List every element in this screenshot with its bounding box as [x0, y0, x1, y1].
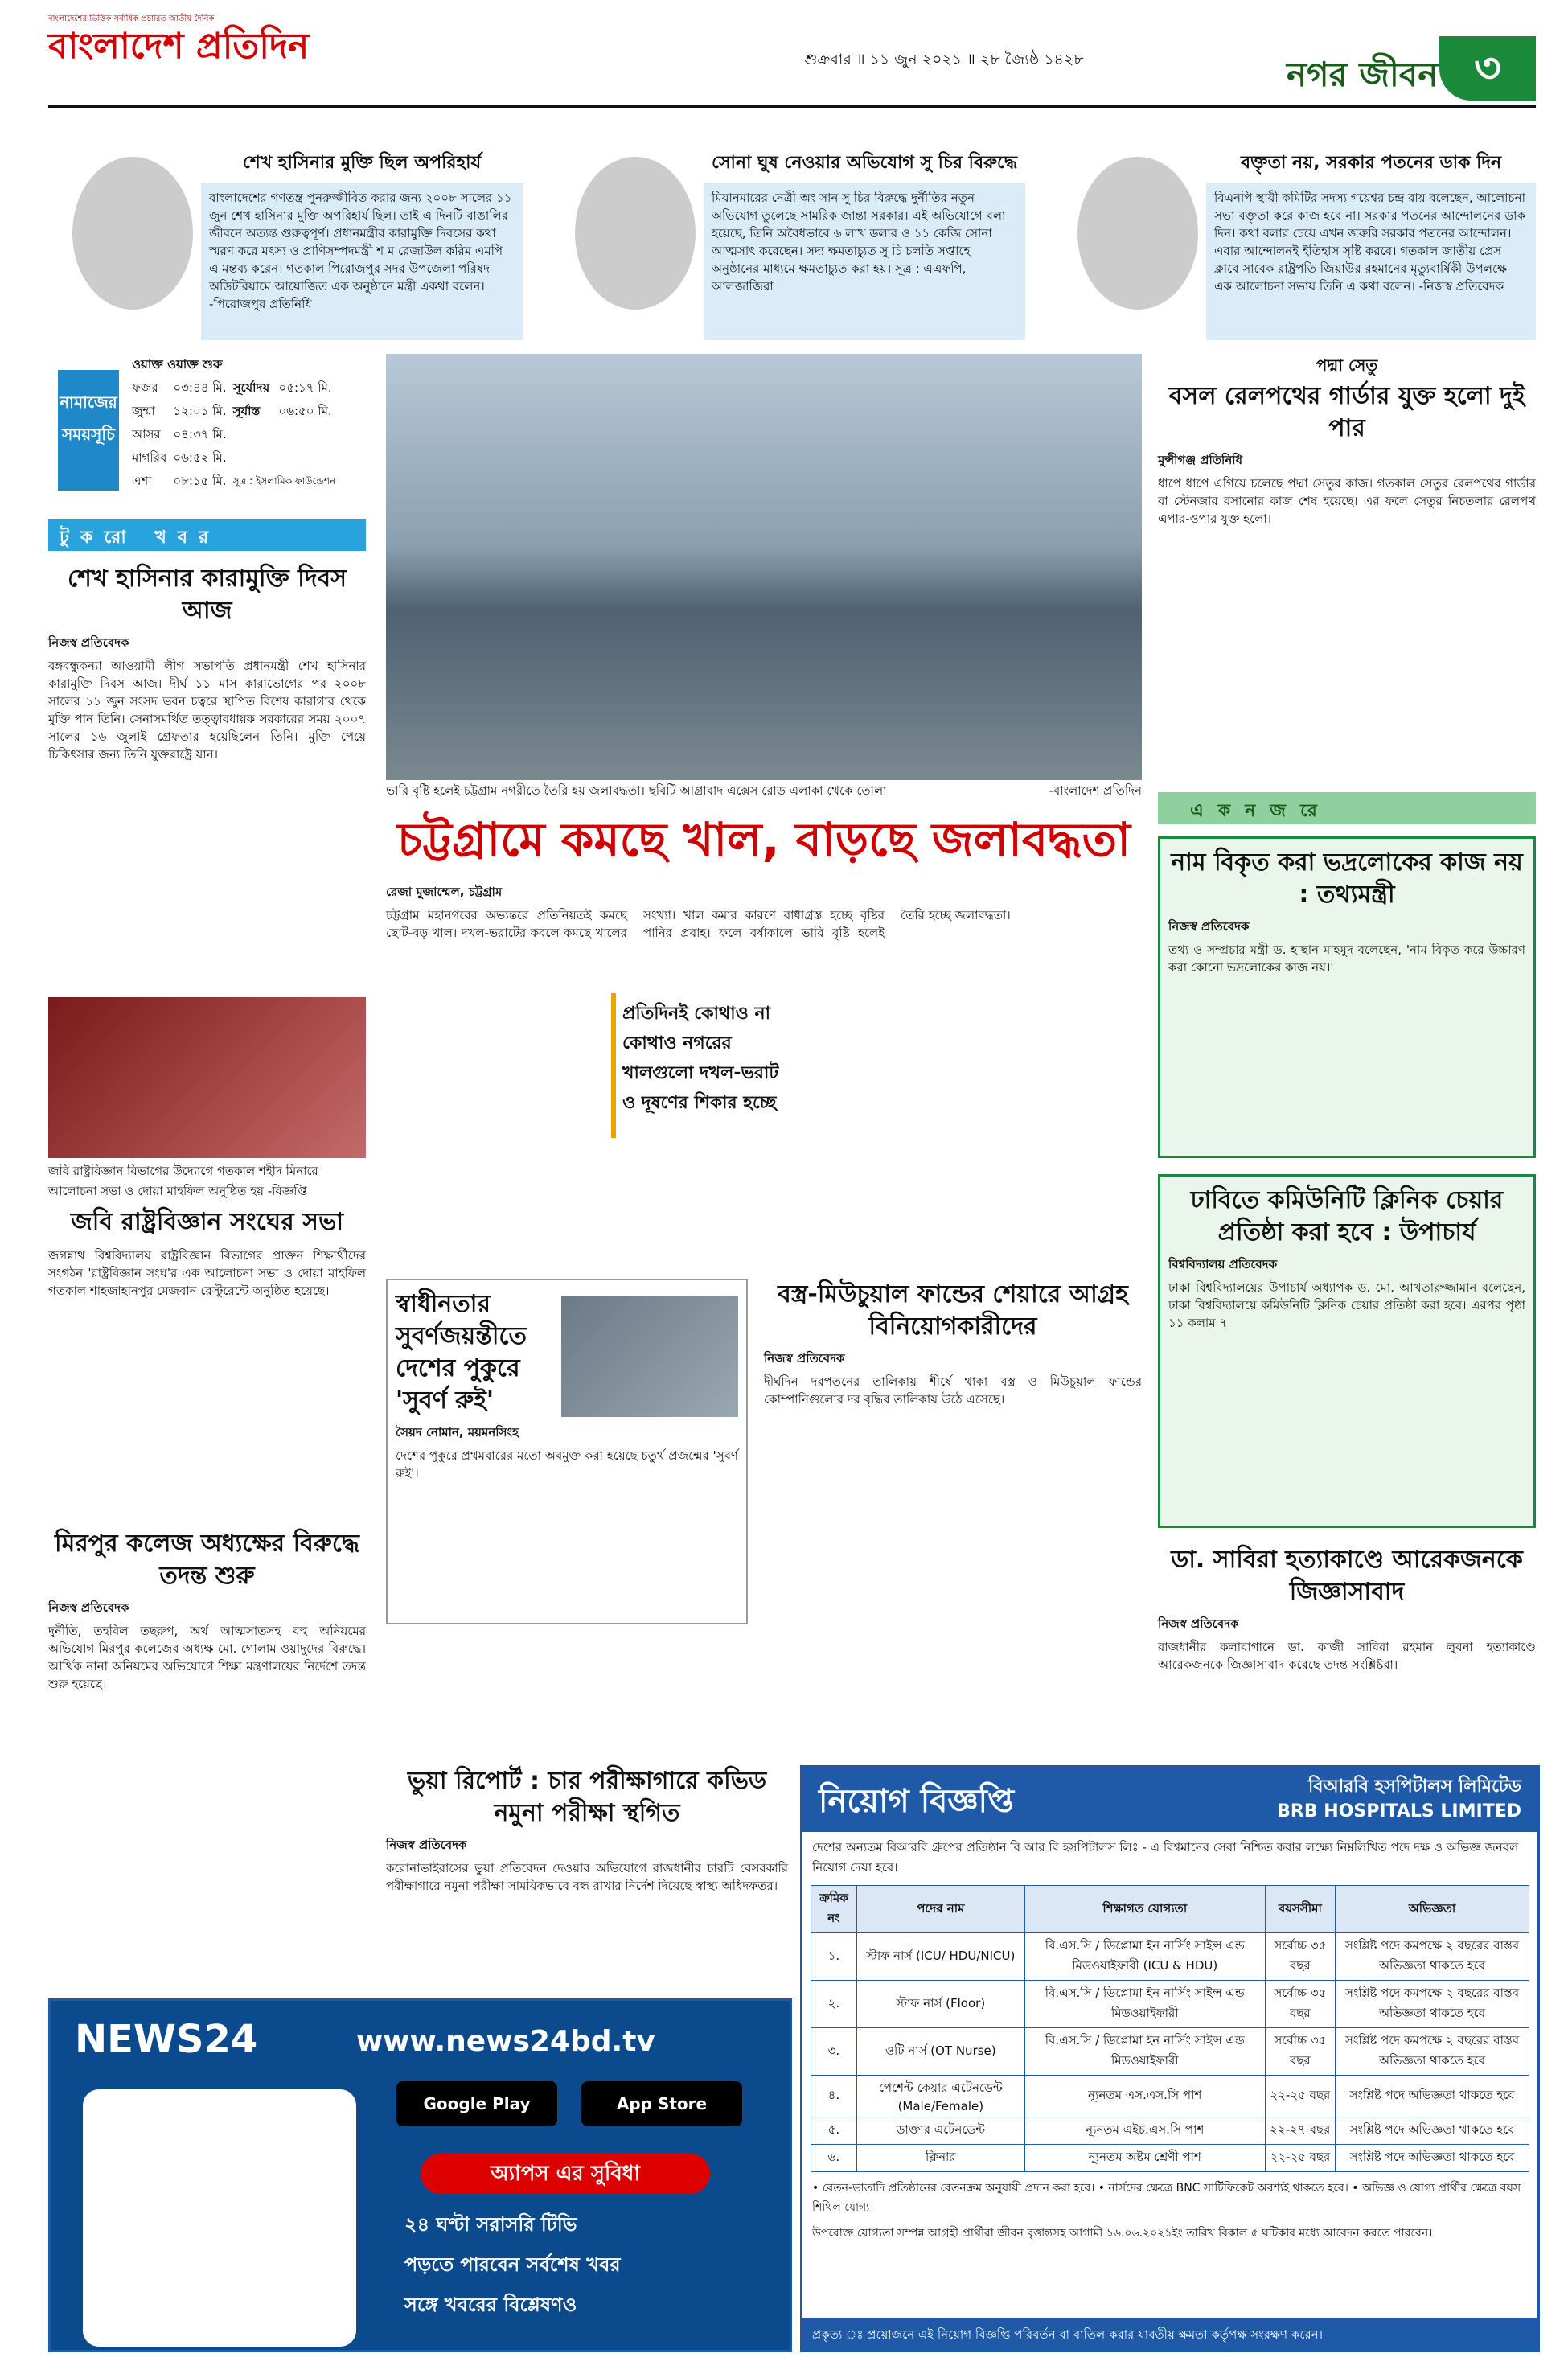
- prayer-schedule: [48, 354, 366, 507]
- masthead-logo[interactable]: [48, 14, 322, 95]
- table-row: ৫. ডাক্তার এটেনডেন্ট ন্যূনতম এইচ.এস.সি পাশ ২২-২৭ বছর সংশ্লিষ্ট পদে অভিজ্ঞতা থাকতে হবে: [811, 2117, 1529, 2145]
- story-name-distortion[interactable]: [1158, 836, 1536, 1158]
- benefit-2: পড়তে পারবেন সর্বশেষ খবর: [404, 2253, 621, 2276]
- benefit-3: সঙ্গে খবরের বিশ্লেষণও: [404, 2294, 577, 2316]
- news24-logo: NEWS24: [75, 2017, 258, 2062]
- brb-positions-table: [811, 1885, 1529, 2172]
- story-body: তথ্য ও সম্প্রচার মন্ত্রী ড. হাছান মাহমুদ বলেছেন, 'নাম বিকৃত করে উচ্চারণ করা কোনো ভদ্রলোকের কাজ নয়।': [1168, 943, 1525, 975]
- prayer-row: আসর ০৪:৩৭ মি.: [132, 427, 227, 442]
- bio-title: শেখ হাসিনার মুক্তি ছিল অপরিহার্য: [242, 153, 482, 173]
- story-kicker: পদ্মা সেতু: [1316, 355, 1378, 375]
- story-title: ঢাবিতে কমিউনিটি ক্লিনিক চেয়ার প্রতিষ্ঠা করা হবে : উপাচার্য: [1190, 1186, 1504, 1247]
- story-byline: নিজস্ব প্রতিবেদক: [386, 1838, 467, 1852]
- google-play-badge[interactable]: Google Play: [396, 2081, 557, 2126]
- brb-footer: প্রকৃত্য ঃ প্রয়োজনে এই নিয়োগ বিজ্ঞপ্তি পরিবর্তন বা বাতিল করার যাবতীয় ক্ষমতা কর্তৃপক্ষ সংরক্ষণ করেন।: [802, 2318, 1537, 2350]
- table-row: ৪. পেশেন্ট কেয়ার এটেনডেন্ট (Male/Female) ন্যূনতম এস.এস.সি পাশ ২২-২৫ বছর সংশ্লিষ্ট পদে অভিজ্ঞতা থাকতে হবে: [811, 2076, 1529, 2117]
- story-karamukti[interactable]: [48, 563, 366, 981]
- table-header: ক্রমিক নং পদের নাম শিক্ষাগত যোগ্যতা বয়সসীমা অভিজ্ঞতা: [811, 1886, 1529, 1933]
- portrait-photo: [72, 157, 193, 310]
- bio-title: বক্তৃতা নয়, সরকার পতনের ডাক দিন: [1240, 153, 1502, 173]
- bio-text: মিয়ানমারের নেত্রী অং সান সু চির বিরুদ্ধে দুর্নীতির নতুন অভিযোগ তুলেছে সামরিক জান্তা সরকার। এই অভিযোগে বলা হয়েছে, তিনি অবৈধভাবে ৬ লাখ ডলার ও ১১ কেজি সোনা আত্মসাৎ করেছেন। সদ্য ক্ষমতাচ্যুত সু চি চলতি সপ্তাহে অনুষ্ঠানের মাধ্যমে ক্ষমতাচ্যুত করা হয়। সূত্র : এএফপি, আলজাজিরা: [704, 183, 1025, 340]
- story-covid-labs[interactable]: [386, 1765, 788, 1990]
- table-row: ৬. ক্লিনার ন্যূনতম অষ্টম শ্রেণী পাশ ২২-২৫ বছর সংশ্লিষ্ট পদে অভিজ্ঞতা থাকতে হবে: [811, 2145, 1529, 2172]
- story-title: ভুয়া রিপোর্ট : চার পরীক্ষাগারে কভিড নমুনা পরীক্ষা স্থগিত: [407, 1767, 767, 1827]
- story-title: জবি রাষ্ট্রবিজ্ঞান সংঘের সভা: [70, 1208, 344, 1236]
- caption-text: ভারি বৃষ্টি হলেই চট্টগ্রাম নগরীতে তৈরি হয় জলাবদ্ধতা। ছবিটি আগ্রাবাদ এক্সেস রোড এলাকা থেকে তোলা: [386, 783, 887, 798]
- story-body: দেশের পুকুরে প্রথমবারের মতো অবমুক্ত করা হয়েছে চতুর্থ প্রজন্মের 'সুবর্ণ রুই'।: [396, 1448, 738, 1481]
- prayer-row: ফজর ০৩:৪৪ মি. সূর্যোদয় ০৫:১৭ মি.: [132, 380, 332, 395]
- issue-date: শুক্রবার ॥ ১১ জুন ২০২১ ॥ ২৮ জ্যৈষ্ঠ ১৪২৮: [804, 51, 1084, 68]
- story-byline: নিজস্ব প্রতিবেদক: [48, 1600, 129, 1615]
- story-title: শেখ হাসিনার কারামুক্তি দিবস আজ: [67, 565, 347, 625]
- portrait-photo: [1077, 157, 1198, 310]
- story-body: দুর্নীতি, তহবিল তছরুপ, অর্থ আত্মসাতসহ বহু অনিয়মের অভিযোগ মিরপুর কলেজের অধ্যক্ষ মো. গোলাম ওয়াদুদের বিরুদ্ধে। আর্থিক নানা অনিয়মের অভিযোগে শিক্ষা মন্ত্রণালয়ের নির্দেশে তদন্ত শুরু হয়েছে।: [48, 1624, 366, 1691]
- tukro-khobor-banner: টুকরো খবর: [48, 519, 366, 551]
- apps-benefits-title: অ্যাপস এর সুবিধা: [421, 2154, 710, 2194]
- event-photo: [48, 997, 366, 1158]
- story-byline: নিজস্ব প্রতিবেদক: [764, 1351, 845, 1366]
- table-row: ৩. ওটি নার্স (OT Nurse) বি.এস.সি / ডিপ্লোমা ইন নার্সিং সাইন্স এন্ড মিডওয়াইফারী সর্বোচ্চ ৩৫ বছর সংশ্লিষ্ট পদে কমপক্ষে ২ বছরের বাস্তব অভিজ্ঞতা থাকতে হবে: [811, 2028, 1529, 2076]
- brb-org-bn: বিআরবি হসপিটালস লিমিটেড: [1308, 1776, 1521, 1797]
- brb-apply: উপরোক্ত যোগ্যতা সম্পন্ন আগ্রহী প্রার্থীরা জীবন বৃত্তান্তসহ আগামী ১৬.০৬.২০২১ইং তারিখ বিকাল ৫ ঘটিকার মধ্যে আবেদন করতে পারবেন।: [812, 2227, 1433, 2240]
- fish-photo: [561, 1296, 738, 1417]
- story-body: ঢাকা বিশ্ববিদ্যালয়ের উপাচার্য অধ্যাপক ড. মো. আখতারুজ্জামান বলেছেন, ঢাকা বিশ্ববিদ্যালয়ে কমিউনিটি ক্লিনিক চেয়ার প্রতিষ্ঠা করা হবে। এরপর পৃষ্ঠা ১১ কলাম ৭: [1168, 1280, 1525, 1330]
- story-title: নাম বিকৃত করা ভদ্রলোকের কাজ নয় : তথ্যমন্ত্রী: [1171, 848, 1523, 909]
- app-store-badge[interactable]: App Store: [581, 2081, 742, 2126]
- story-title: মিরপুর কলেজ অধ্যক্ষের বিরুদ্ধে তদন্ত শুরু: [55, 1530, 359, 1590]
- table-row: ২. স্টাফ নার্স (Floor) বি.এস.সি / ডিপ্লোমা ইন নার্সিং সাইন্স এন্ড মিডওয়াইফারী সর্বোচ্চ ৩৫ বছর সংশ্লিষ্ট পদে কমপক্ষে ২ বছরের বাস্তব অভিজ্ঞতা থাকতে হবে: [811, 1981, 1529, 2028]
- news24-ad[interactable]: [48, 1998, 792, 2352]
- news24-url[interactable]: www.news24bd.tv: [356, 2025, 655, 2058]
- story-padma-bridge[interactable]: [1158, 354, 1536, 780]
- prayer-row: মাগরিব ০৬:৫২ মি.: [132, 450, 227, 465]
- story-title: স্বাধীনতার সুবর্ণজয়ন্তীতে দেশের পুকুরে 'সুবর্ণ রুই': [396, 1290, 527, 1415]
- story-sabira[interactable]: [1158, 1544, 1536, 1753]
- header-rule: [48, 105, 1536, 108]
- story-title: ডা. সাবিরা হত্যাকাণ্ডে আরেকজনকে জিজ্ঞাসাবাদ: [1171, 1546, 1523, 1606]
- story-mutual-fund[interactable]: [764, 1279, 1142, 1753]
- phone-mockup: [83, 2089, 356, 2347]
- benefit-1: ২৪ ঘণ্টা সরাসরি টিভি: [404, 2213, 577, 2236]
- lead-body: চট্টগ্রাম মহানগরের অভ্যন্তরে প্রতিনিয়তই কমছে ছোট-বড় খাল। দখল-ভরাটের কবলে কমছে খালের সংখ্যা। খাল কমার কারণে বাধাগ্রস্ত হচ্ছে বৃষ্টির পানির প্রবাহ। ফলে বর্ষাকালে ভারি বৃষ্টি হলেই তৈরি হচ্ছে জলাবদ্ধতা।: [386, 908, 1011, 940]
- story-byline: বিশ্ববিদ্যালয় প্রতিবেদক: [1168, 1257, 1278, 1271]
- page-number: ৩: [1439, 36, 1536, 101]
- story-body: বঙ্গবন্ধুকন্যা আওয়ামী লীগ সভাপতি প্রধানমন্ত্রী শেখ হাসিনার কারামুক্তি দিবস আজ। দীর্ঘ ১১ মাস কারাভোগের পর ২০০৮ সালের ১১ জুন সংসদ ভবন চত্বরে স্থাপিত বিশেষ কারাগার থেকে মুক্তি পান তিনি। সেনাসমর্থিত তত্ত্বাবধায়ক সরকারের সময় ২০০৭ সালের ১৬ জুলাই গ্রেফতার হয়েছিলেন তিনি। মুক্তি পেয়ে চিকিৎসার জন্য তিনি যুক্তরাষ্ট্রে যান।: [48, 659, 366, 762]
- brb-intro: দেশের অন্যতম বিআরবি গ্রুপের প্রতিষ্ঠান বি আর বি হসপিটালস লিঃ - এ বিশ্বমানের সেবা নিশ্চিত করার লক্ষ্যে নিম্নলিখিত পদে দক্ষ ও অভিজ্ঞ জনবল নিয়োগ দেয়া হবে।: [812, 1840, 1519, 1875]
- bio-box-2[interactable]: [575, 149, 1025, 342]
- bio-title: সোনা ঘুষ নেওয়ার অভিযোগ সু চির বিরুদ্ধে: [712, 153, 1017, 173]
- lead-caption: [386, 782, 1142, 802]
- bio-text: বিএনপি স্থায়ী কমিটির সদস্য গয়েশ্বর চন্দ্র রায় বলেছেন, আলোচনা সভা বক্তৃতা করে কাজ হবে না। সরকার পতনের আন্দোলনের ডাক দিন। কথা বলার চেয়ে এখন জরুরি সরকার পতনের আন্দোলন। এবার আন্দোলনই ইতিহাস সৃষ্টি করবে। গতকাল জাতীয় প্রেস ক্লাবে সাবেক রাষ্ট্রপতি জিয়াউর রহমানের মৃত্যুবার্ষিকী উপলক্ষে এক আলোচনা সভায় তিনি এ কথা বলেন। -নিজস্ব প্রতিবেদক: [1206, 183, 1536, 340]
- brb-org-en: BRB HOSPITALS LIMITED: [1277, 1801, 1521, 1822]
- bio-text: বাংলাদেশের গণতন্ত্র পুনরুজ্জীবিত করার জন্য ২০০৮ সালের ১১ জুন শেখ হাসিনার মুক্তি অপরিহার্য ছিল। তাই এ দিনটি বাঙালির জীবনে অত্যন্ত গুরুত্বপূর্ণ। প্রধানমন্ত্রীর কারামুক্তি দিবসের কথা স্মরণ করে মৎস্য ও প্রাণিসম্পদমন্ত্রী শ ম রেজাউল করিম এমপি এ মন্তব্য করেন। গতকাল পিরোজপুর সদর উপজেলা পরিষদ অডিটরিয়ামে আয়োজিত এক অনুষ্ঠানে মন্ত্রী একথা বলেন। -পিরোজপুর প্রতিনিধি: [201, 183, 523, 340]
- bio-box-1[interactable]: [72, 149, 523, 342]
- prayer-row: এশা ০৮:১৫ মি. সূত্র : ইসলামিক ফাউন্ডেশন: [132, 474, 336, 488]
- story-body: দীর্ঘদিন দরপতনের তালিকায় শীর্ষে থাকা বস্ত্র ও মিউচুয়াল ফান্ডের কোম্পানিগুলোর দর বৃদ্ধির তালিকায় উঠে এসেছে।: [764, 1374, 1142, 1407]
- story-byline: নিজস্ব প্রতিবেদক: [48, 635, 129, 650]
- prayer-table: [129, 354, 339, 494]
- story-byline: মুন্সীগঞ্জ প্রতিনিধি: [1158, 453, 1242, 467]
- story-body: ধাপে ধাপে এগিয়ে চলেছে পদ্মা সেতুর কাজ। গতকাল সেতুর রেলপথের গার্ডার বা স্টেনজার বসানোর কাজ শেষ হয়েছে। এর ফলে সেতুর নিচতলার রেলপথ এপার-ওপার যুক্ত হলো।: [1158, 476, 1536, 526]
- event-photo-caption: জবি রাষ্ট্রবিজ্ঞান বিভাগের উদ্যোগে গতকাল শহীদ মিনারে আলোচনা সভা ও দোয়া মাহফিল অনুষ্ঠিত হয় -বিজ্ঞপ্তি: [48, 1164, 318, 1198]
- story-body: করোনাভাইরাসের ভুয়া প্রতিবেদন দেওয়ার অভিযোগে রাজধানীর চারটি বেসরকারি পরীক্ষাগারে নমুনা পরীক্ষা সাময়িকভাবে বন্ধ রাখার নির্দেশ দিয়েছে স্বাস্থ্য অধিদফতর।: [386, 1861, 788, 1893]
- lead-pull-quote: প্রতিদিনই কোথাও না কোথাও নগরের খালগুলো দখল-ভরাট ও দূষণের শিকার হচ্ছে: [611, 993, 796, 1138]
- bio-box-3[interactable]: [1077, 149, 1536, 342]
- brb-hospital-ad[interactable]: [800, 1765, 1540, 2352]
- story-byline: নিজস্ব প্রতিবেদক: [1168, 919, 1250, 934]
- caption-credit: -বাংলাদেশ প্রতিদিন: [1049, 783, 1142, 798]
- prayer-heading: ওয়াক্ত ওয়াক্ত শুরু: [132, 357, 223, 372]
- story-jobi[interactable]: [48, 1206, 366, 1512]
- portrait-photo: [575, 157, 696, 310]
- story-byline: নিজস্ব প্রতিবেদক: [1158, 1616, 1239, 1631]
- story-body: রাজধানীর কলাবাগানে ডা. কাজী সাবিরা রহমান লুবনা হত্যাকাণ্ডে আরেকজনকে জিজ্ঞাসাবাদ করেছে তদন্ত সংশ্লিষ্টরা।: [1158, 1640, 1536, 1672]
- lead-headline[interactable]: চট্টগ্রামে কমছে খাল, বাড়ছে জলাবদ্ধতা: [397, 812, 1131, 867]
- story-title: বসল রেলপথের গার্ডার যুক্ত হলো দুই পার: [1168, 382, 1525, 442]
- brb-notes: • বেতন-ভাতাদি প্রতিষ্ঠানের বেতনক্রম অনুযায়ী প্রদান করা হবে। • নার্সদের ক্ষেত্রে BNC সার্টিফিকেট অবশ্যই থাকতে হবে। • অভিজ্ঞ ও যোগ্য প্রার্থীর ক্ষেত্রে বয়স শিথিল যোগ্য।: [812, 2182, 1521, 2214]
- section-title: নগর জীবন: [1287, 55, 1439, 94]
- story-community-clinic[interactable]: [1158, 1174, 1536, 1528]
- logo-tagline: বাংলাদেশের ভিত্তিক সর্বাধিক প্রচারিত জাতীয় দৈনিক: [48, 14, 215, 23]
- story-rui[interactable]: [386, 1279, 748, 1624]
- brb-title: নিয়োগ বিজ্ঞপ্তি: [819, 1783, 1015, 1820]
- waterlogging-photo: [386, 354, 1142, 780]
- logo-title: বাংলাদেশ প্রতিদিন: [48, 26, 310, 67]
- story-title: বস্ত্র-মিউচুয়াল ফান্ডের শেয়ারে আগ্রহ বিনিয়োগকারীদের: [778, 1280, 1128, 1341]
- prayer-label: নামাজের সময়সূচি: [58, 370, 119, 491]
- table-row: ১. স্টাফ নার্স (ICU/ HDU/NICU) বি.এস.সি / ডিপ্লোমা ইন নার্সিং সাইন্স এন্ড মিডওয়াইফারী (ICU & HDU) সর্বোচ্চ ৩৫ বছর সংশ্লিষ্ট পদে কমপক্ষে ২ বছরের বাস্তব অভিজ্ঞতা থাকতে হবে: [811, 1933, 1529, 1981]
- story-mirpur[interactable]: [48, 1528, 366, 1978]
- lead-byline: রেজা মুজাম্মেল, চট্টগ্রাম: [386, 885, 503, 899]
- story-body: জগন্নাথ বিশ্ববিদ্যালয় রাষ্ট্রবিজ্ঞান বিভাগের প্রাক্তন শিক্ষার্থীদের সংগঠন 'রাষ্ট্রবিজ্ঞান সংঘ'র এক আলোচনা সভা ও দোয়া মাহফিল গতকাল শাহজাহানপুর মেজবান রেস্টুরেন্টে অনুষ্ঠিত হয়েছে।: [48, 1248, 366, 1298]
- story-byline: সৈয়দ নোমান, ময়মনসিংহ: [396, 1425, 519, 1440]
- prayer-row: জুম্মা ১২:০১ মি. সূর্যাস্ত ০৬:৫০ মি.: [132, 404, 332, 418]
- eknojore-banner: একনজরে: [1158, 792, 1536, 824]
